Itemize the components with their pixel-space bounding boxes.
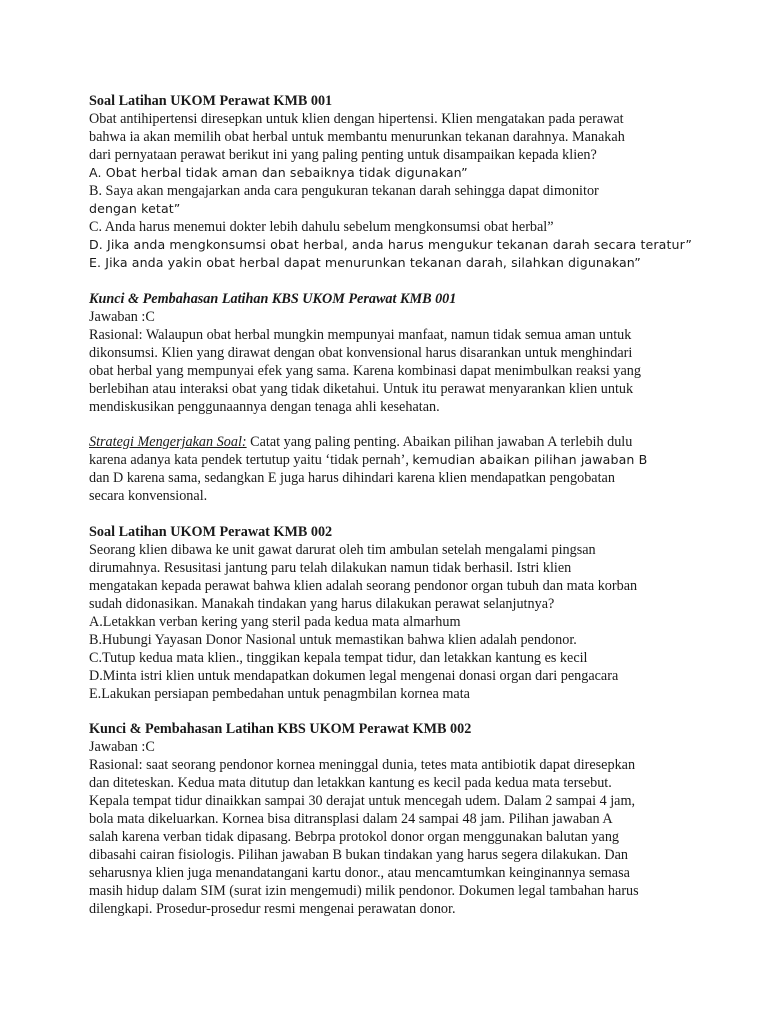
question-001-title: Soal Latihan UKOM Perawat KMB 001 [89, 93, 333, 109]
question-002-line: Seorang klien dibawa ke unit gawat darurat oleh tim ambulan setelah mengalami pingsan [89, 541, 596, 558]
question-001 [89, 92, 693, 272]
answer-002 [89, 720, 689, 918]
answer-002-rationale-line: dan diteteskan. Kedua mata ditutup dan letakkan kantung es kecil pada kedua mata tersebut. [89, 775, 612, 791]
question-002-option-d: D.Minta istri klien untuk mendapatkan dokumen legal mengenai donasi organ dari pengacara [89, 667, 619, 684]
question-001-stem-line: Obat antihipertensi diresepkan untuk klien dengan hipertensi. Klien mengatakan pada perawat [89, 111, 624, 127]
question-002 [89, 523, 689, 703]
strategy-text: karena adanya kata pendek tertutup yaitu ‘tidak pernah’, [89, 452, 413, 468]
answer-001-rationale-line: mendiskusikan penggunaannya dengan tenaga ahli kesehatan. [89, 398, 440, 415]
question-002-option-b: B.Hubungi Yayasan Donor Nasional untuk memastikan bahwa klien adalah pendonor. [89, 631, 577, 648]
answer-002-rationale-line: seharusnya klien juga menandatangani kartu donor., atau mencamtumkan keinginannya semasa [89, 865, 630, 881]
strategy-line: secara konvensional. [89, 488, 208, 504]
question-002-line: dirumahnya. Resusitasi jantung paru telah dilakukan namun tidak berhasil. Istri klien [89, 559, 572, 576]
question-002-line: mengatakan kepada perawat bahwa klien adalah seorang pendonor organ tubuh dan mata korban [89, 577, 638, 594]
answer-001-rationale-line: obat herbal yang mempunyai efek yang sama. Karena kombinasi dapat menimbulkan reaksi yang [89, 362, 641, 379]
answer-002-rationale-line: dibasahi cairan fisiologis. Pilihan jawaban B bukan tindakan yang harus segera dilakukan. Dan [89, 847, 628, 863]
answer-001 [89, 290, 689, 416]
answer-002-title: Kunci & Pembahasan Latihan KBS UKOM Perawat KMB 002 [89, 721, 472, 737]
question-001-option-d: D. Jika anda mengkonsumsi obat herbal, anda harus mengukur tekanan darah secara teratur” [89, 237, 693, 252]
answer-002-rationale-line: masih hidup dalam SIM (surat izin mengemudi) milik pendonor. Dokumen legal tambahan harus [89, 883, 639, 899]
answer-002-rationale-line: bola mata dikeluarkan. Kornea bisa ditransplasi dalam 24 sampai 48 jam. Pilihan jawaban A [89, 811, 613, 827]
strategy-text: Catat yang paling penting. Abaikan pilihan jawaban A terlebih dulu [246, 434, 633, 450]
strategy-line [89, 451, 689, 469]
answer-001-strategy [89, 433, 689, 505]
strategy-line: dan D karena sama, sedangkan E juga harus dihindari karena klien mendapatkan pengobatan [89, 470, 615, 486]
question-002-line: sudah didonasikan. Manakah tindakan yang harus dilakukan perawat selanjutnya? [89, 595, 555, 612]
question-001-option-a: A. Obat herbal tidak aman dan sebaiknya tidak digunakan” [89, 165, 468, 180]
question-002-option-e: E.Lakukan persiapan pembedahan untuk penagmbilan kornea mata [89, 685, 470, 702]
answer-002-rationale-line: dilengkapi. Prosedur-prosedur resmi mengenai perawatan donor. [89, 901, 456, 917]
question-002-option-a: A.Letakkan verban kering yang steril pada kedua mata almarhum [89, 613, 461, 630]
question-001-option-b-cont: dengan ketat” [89, 201, 181, 216]
strategy-line [89, 433, 689, 451]
answer-001-title: Kunci & Pembahasan Latihan KBS UKOM Perawat KMB 001 [89, 290, 457, 307]
question-002-title: Soal Latihan UKOM Perawat KMB 002 [89, 523, 333, 540]
strategy-label: Strategi Mengerjakan Soal: [89, 434, 247, 450]
answer-002-key: Jawaban :C [89, 739, 155, 755]
answer-002-rationale-line: salah karena verban tidak dipasang. Bebrpa protokol donor organ menggunakan balutan yang [89, 829, 620, 845]
answer-001-key: Jawaban :C [89, 308, 155, 325]
answer-001-rationale-line: Rasional: Walaupun obat herbal mungkin mempunyai manfaat, namun tidak semua aman untuk [89, 326, 632, 343]
question-001-option-e: E. Jika anda yakin obat herbal dapat menurunkan tekanan darah, silahkan digunakan” [89, 255, 641, 270]
document-page [89, 92, 693, 918]
answer-002-rationale-line: Rasional: saat seorang pendonor kornea meninggal dunia, tetes mata antibiotik dapat diresepkan [89, 757, 636, 773]
answer-002-rationale-line: Kepala tempat tidur dinaikkan sampai 30 derajat untuk mencegah udem. Dalam 2 sampai 4 jam, [89, 793, 636, 809]
question-001-stem-line: dari pernyataan perawat berikut ini yang paling penting untuk disampaikan kepada klien? [89, 147, 597, 163]
question-001-option-c: C. Anda harus menemui dokter lebih dahulu sebelum mengkonsumsi obat herbal” [89, 219, 554, 235]
strategy-text-alt: kemudian abaikan pilihan jawaban B [412, 452, 648, 467]
question-002-option-c: C.Tutup kedua mata klien., tinggikan kepala tempat tidur, dan letakkan kantung es kecil [89, 649, 588, 666]
question-001-option-b: B. Saya akan mengajarkan anda cara pengukuran tekanan darah sehingga dapat dimonitor [89, 183, 599, 199]
question-001-stem-line: bahwa ia akan memilih obat herbal untuk membantu menurunkan tekanan darahnya. Manakah [89, 129, 625, 145]
answer-001-rationale-line: berlebihan atau interaksi obat yang tidak diketahui. Untuk itu perawat menyarankan klien untuk [89, 380, 634, 397]
answer-001-rationale-line: dikonsumsi. Klien yang dirawat dengan obat konvensional harus disarankan untuk menghindari [89, 344, 633, 361]
